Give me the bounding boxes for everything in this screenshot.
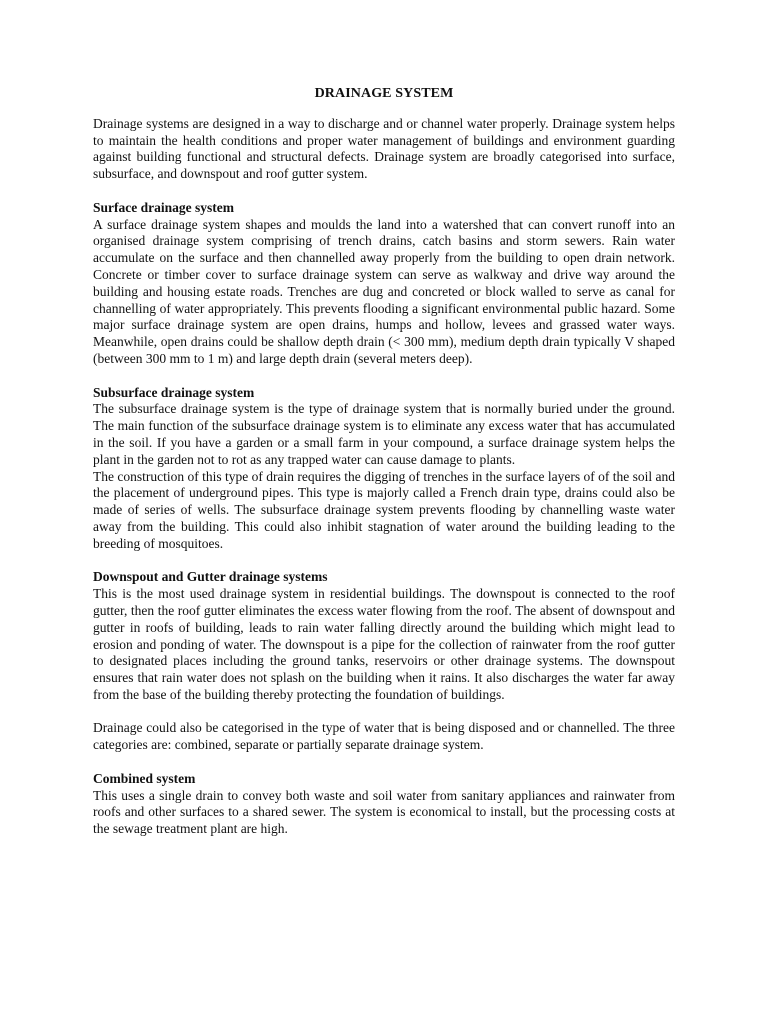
document-title: DRAINAGE SYSTEM: [314, 86, 454, 101]
subsurface-heading: Subsurface drainage system: [93, 384, 255, 400]
categories-paragraph: Drainage could also be categorised in the type of water that is being disposed and or channelled. The three categories are: combined, separate or partially separate drainage system.: [93, 720, 675, 753]
combined-paragraph: This uses a single drain to convey both waste and soil water from sanitary appliances and rainwater from roofs and other surfaces to a shared sewer. The system is economical to install, but the processing costs at the sewage treatment plant are high.: [93, 787, 675, 837]
spacer: [93, 368, 675, 385]
spacer: [93, 754, 675, 771]
combined-heading: Combined system: [93, 770, 196, 786]
surface-paragraph: A surface drainage system shapes and moulds the land into a watershed that can convert runoff into an organised drainage system comprising of trench drains, catch basins and storm sewers. Rain water accumulate on the surface and then channelled away properly from the building to open drain network. Concrete or timber cover to surface drainage system can serve as walkway and drive way around the building and housing estate roads. Trenches are dug and concreted or block walled to serve as canal for channelling of water appropriately. This prevents flooding a significant environmental public hazard. Some major surface drainage system are open drains, humps and hollow, levees and grassed water ways. Meanwhile, open drains could be shallow depth drain (< 300 mm), medium depth drain typically V shaped (between 300 mm to 1 m) and large depth drain (several meters deep).: [93, 216, 675, 366]
subsurface-paragraph-1: The subsurface drainage system is the type of drainage system that is normally buried under the ground. The main function of the subsurface drainage system is to eliminate any excess water that has accumulated in the soil. If you have a garden or a small farm in your compound, a surface drainage system helps the plant in the garden not to rot as any trapped water can cause damage to plants.: [93, 401, 675, 467]
spacer: [93, 704, 675, 721]
surface-heading: Surface drainage system: [93, 199, 234, 215]
document-page: [93, 86, 675, 838]
downspout-paragraph: This is the most used drainage system in residential buildings. The downspout is connected to the roof gutter, then the roof gutter eliminates the excess water flowing from the roof. The absent of downspout and gutter in roofs of building, leads to rain water falling directly around the building which might lead to erosion and ponding of water. The downspout is a pipe for the collection of rainwater from the roof gutter to designated places including the ground tanks, reservoirs or other drainage systems. The downspout ensures that rain water does not splash on the building when it rains. It also discharges the water far away from the base of the building thereby protecting the foundation of buildings.: [93, 586, 675, 702]
downspout-heading: Downspout and Gutter drainage systems: [93, 569, 328, 585]
intro-paragraph: Drainage systems are designed in a way to discharge and or channel water properly. Drainage system helps to maintain the health conditions and proper water management of buildings and environment guarding against building functional and structural defects. Drainage system are broadly categorised into surface, subsurface, and downspout and roof gutter system.: [93, 115, 675, 182]
spacer: [93, 553, 675, 570]
spacer: [93, 183, 675, 200]
subsurface-paragraph-2: The construction of this type of drain requires the digging of trenches in the surface layers of of the soil and the placement of underground pipes. This type is majorly called a French drain type, drains could also be made of series of wells. The subsurface drainage system prevents flooding by channelling waste water away from the building. This could also inhibit stagnation of water around the building leading to the breeding of mosquitoes.: [93, 468, 675, 551]
